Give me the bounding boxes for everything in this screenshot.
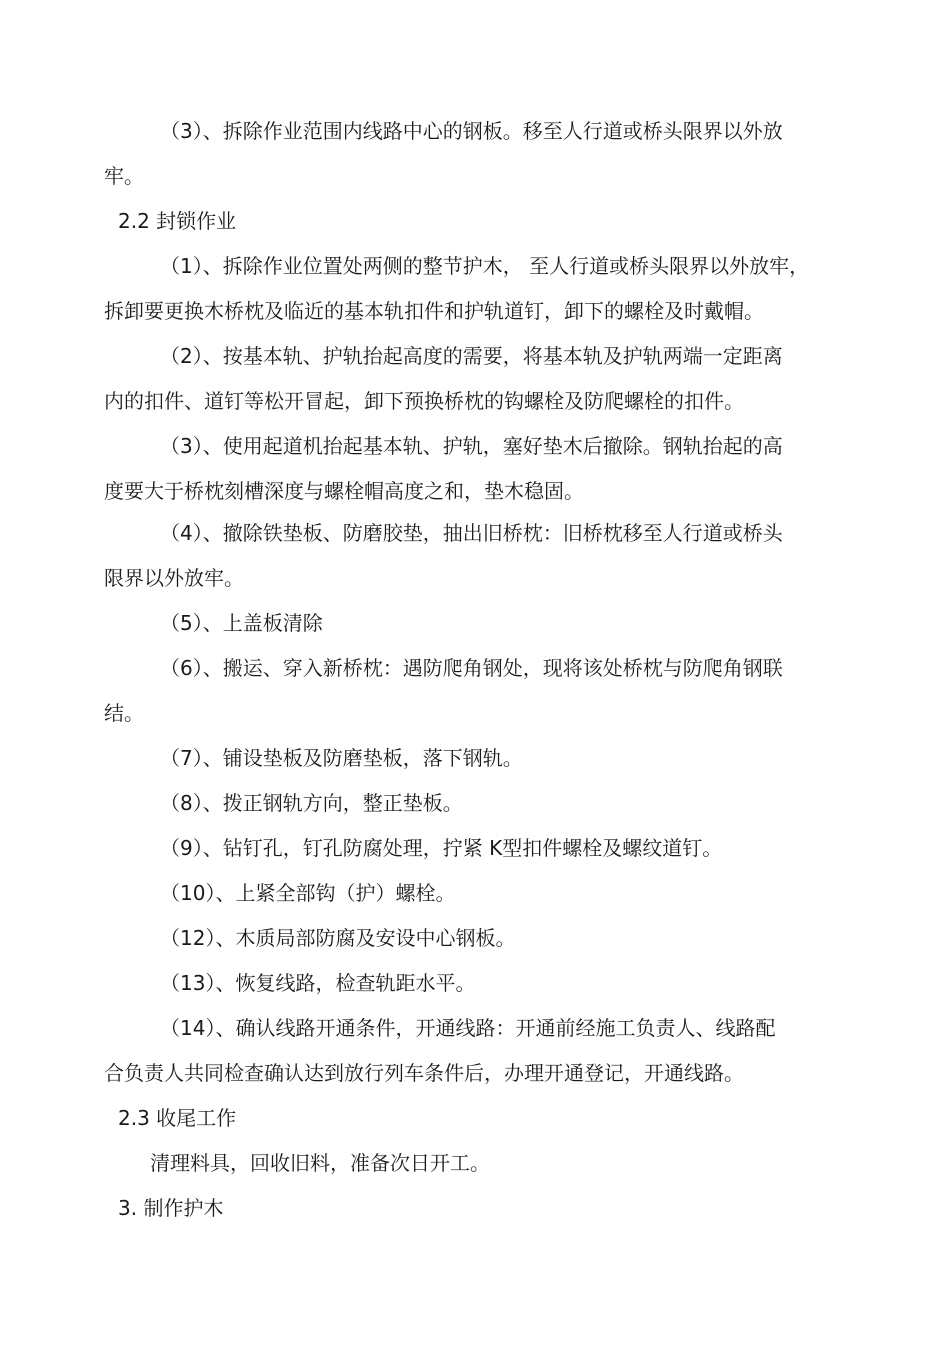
paragraph-line: （12）、木质局部防腐及安设中心钢板。	[160, 926, 516, 950]
paragraph-line: 度要大于桥枕刻槽深度与螺栓帽高度之和，垫木稳固。	[104, 479, 584, 503]
paragraph-line: 合负责人共同检查确认达到放行列车条件后，办理开通登记，开通线路。	[104, 1061, 744, 1085]
paragraph-line: 清理料具，回收旧料，准备次日开工。	[150, 1151, 490, 1175]
paragraph-line: （1）、拆除作业位置处两侧的整节护木， 至人行道或桥头限界以外放牢，	[160, 254, 810, 278]
paragraph-line: （2）、按基本轨、护轨抬起高度的需要，将基本轨及护轨两端一定距离	[160, 344, 783, 368]
paragraph-line: （5）、上盖板清除	[160, 611, 323, 635]
paragraph-line: （3）、拆除作业范围内线路中心的钢板。移至人行道或桥头限界以外放	[160, 119, 783, 143]
paragraph-line: （7）、铺设垫板及防磨垫板，落下钢轨。	[160, 746, 523, 770]
paragraph-line: （8）、拨正钢轨方向，整正垫板。	[160, 791, 463, 815]
section-heading: 2.3 收尾工作	[118, 1106, 237, 1130]
paragraph-line: （14）、确认线路开通条件，开通线路：开通前经施工负责人、线路配	[160, 1016, 776, 1040]
paragraph-line: 限界以外放牢。	[104, 566, 244, 590]
paragraph-line: （10）、上紧全部钩（护）螺栓。	[160, 881, 456, 905]
paragraph-line: （9）、钻钉孔，钉孔防腐处理，拧紧 K型扣件螺栓及螺纹道钉。	[160, 836, 723, 860]
paragraph-line: （4）、撤除铁垫板、防磨胶垫，抽出旧桥枕：旧桥枕移至人行道或桥头	[160, 521, 783, 545]
paragraph-line: 结。	[104, 701, 144, 725]
paragraph-line: 拆卸要更换木桥枕及临近的基本轨扣件和护轨道钉，卸下的螺栓及时戴帽。	[104, 299, 764, 323]
paragraph-line: （6）、搬运、穿入新桥枕：遇防爬角钢处，现将该处桥枕与防爬角钢联	[160, 656, 783, 680]
paragraph-line: （3）、使用起道机抬起基本轨、护轨，塞好垫木后撤除。钢轨抬起的高	[160, 434, 783, 458]
paragraph-line: （13）、恢复线路，检查轨距水平。	[160, 971, 476, 995]
section-heading: 2.2 封锁作业	[118, 209, 237, 233]
paragraph-line: 牢。	[104, 164, 144, 188]
section-heading: 3. 制作护木	[118, 1196, 224, 1220]
paragraph-line: 内的扣件、道钉等松开冒起，卸下预换桥枕的钩螺栓及防爬螺栓的扣件。	[104, 389, 744, 413]
